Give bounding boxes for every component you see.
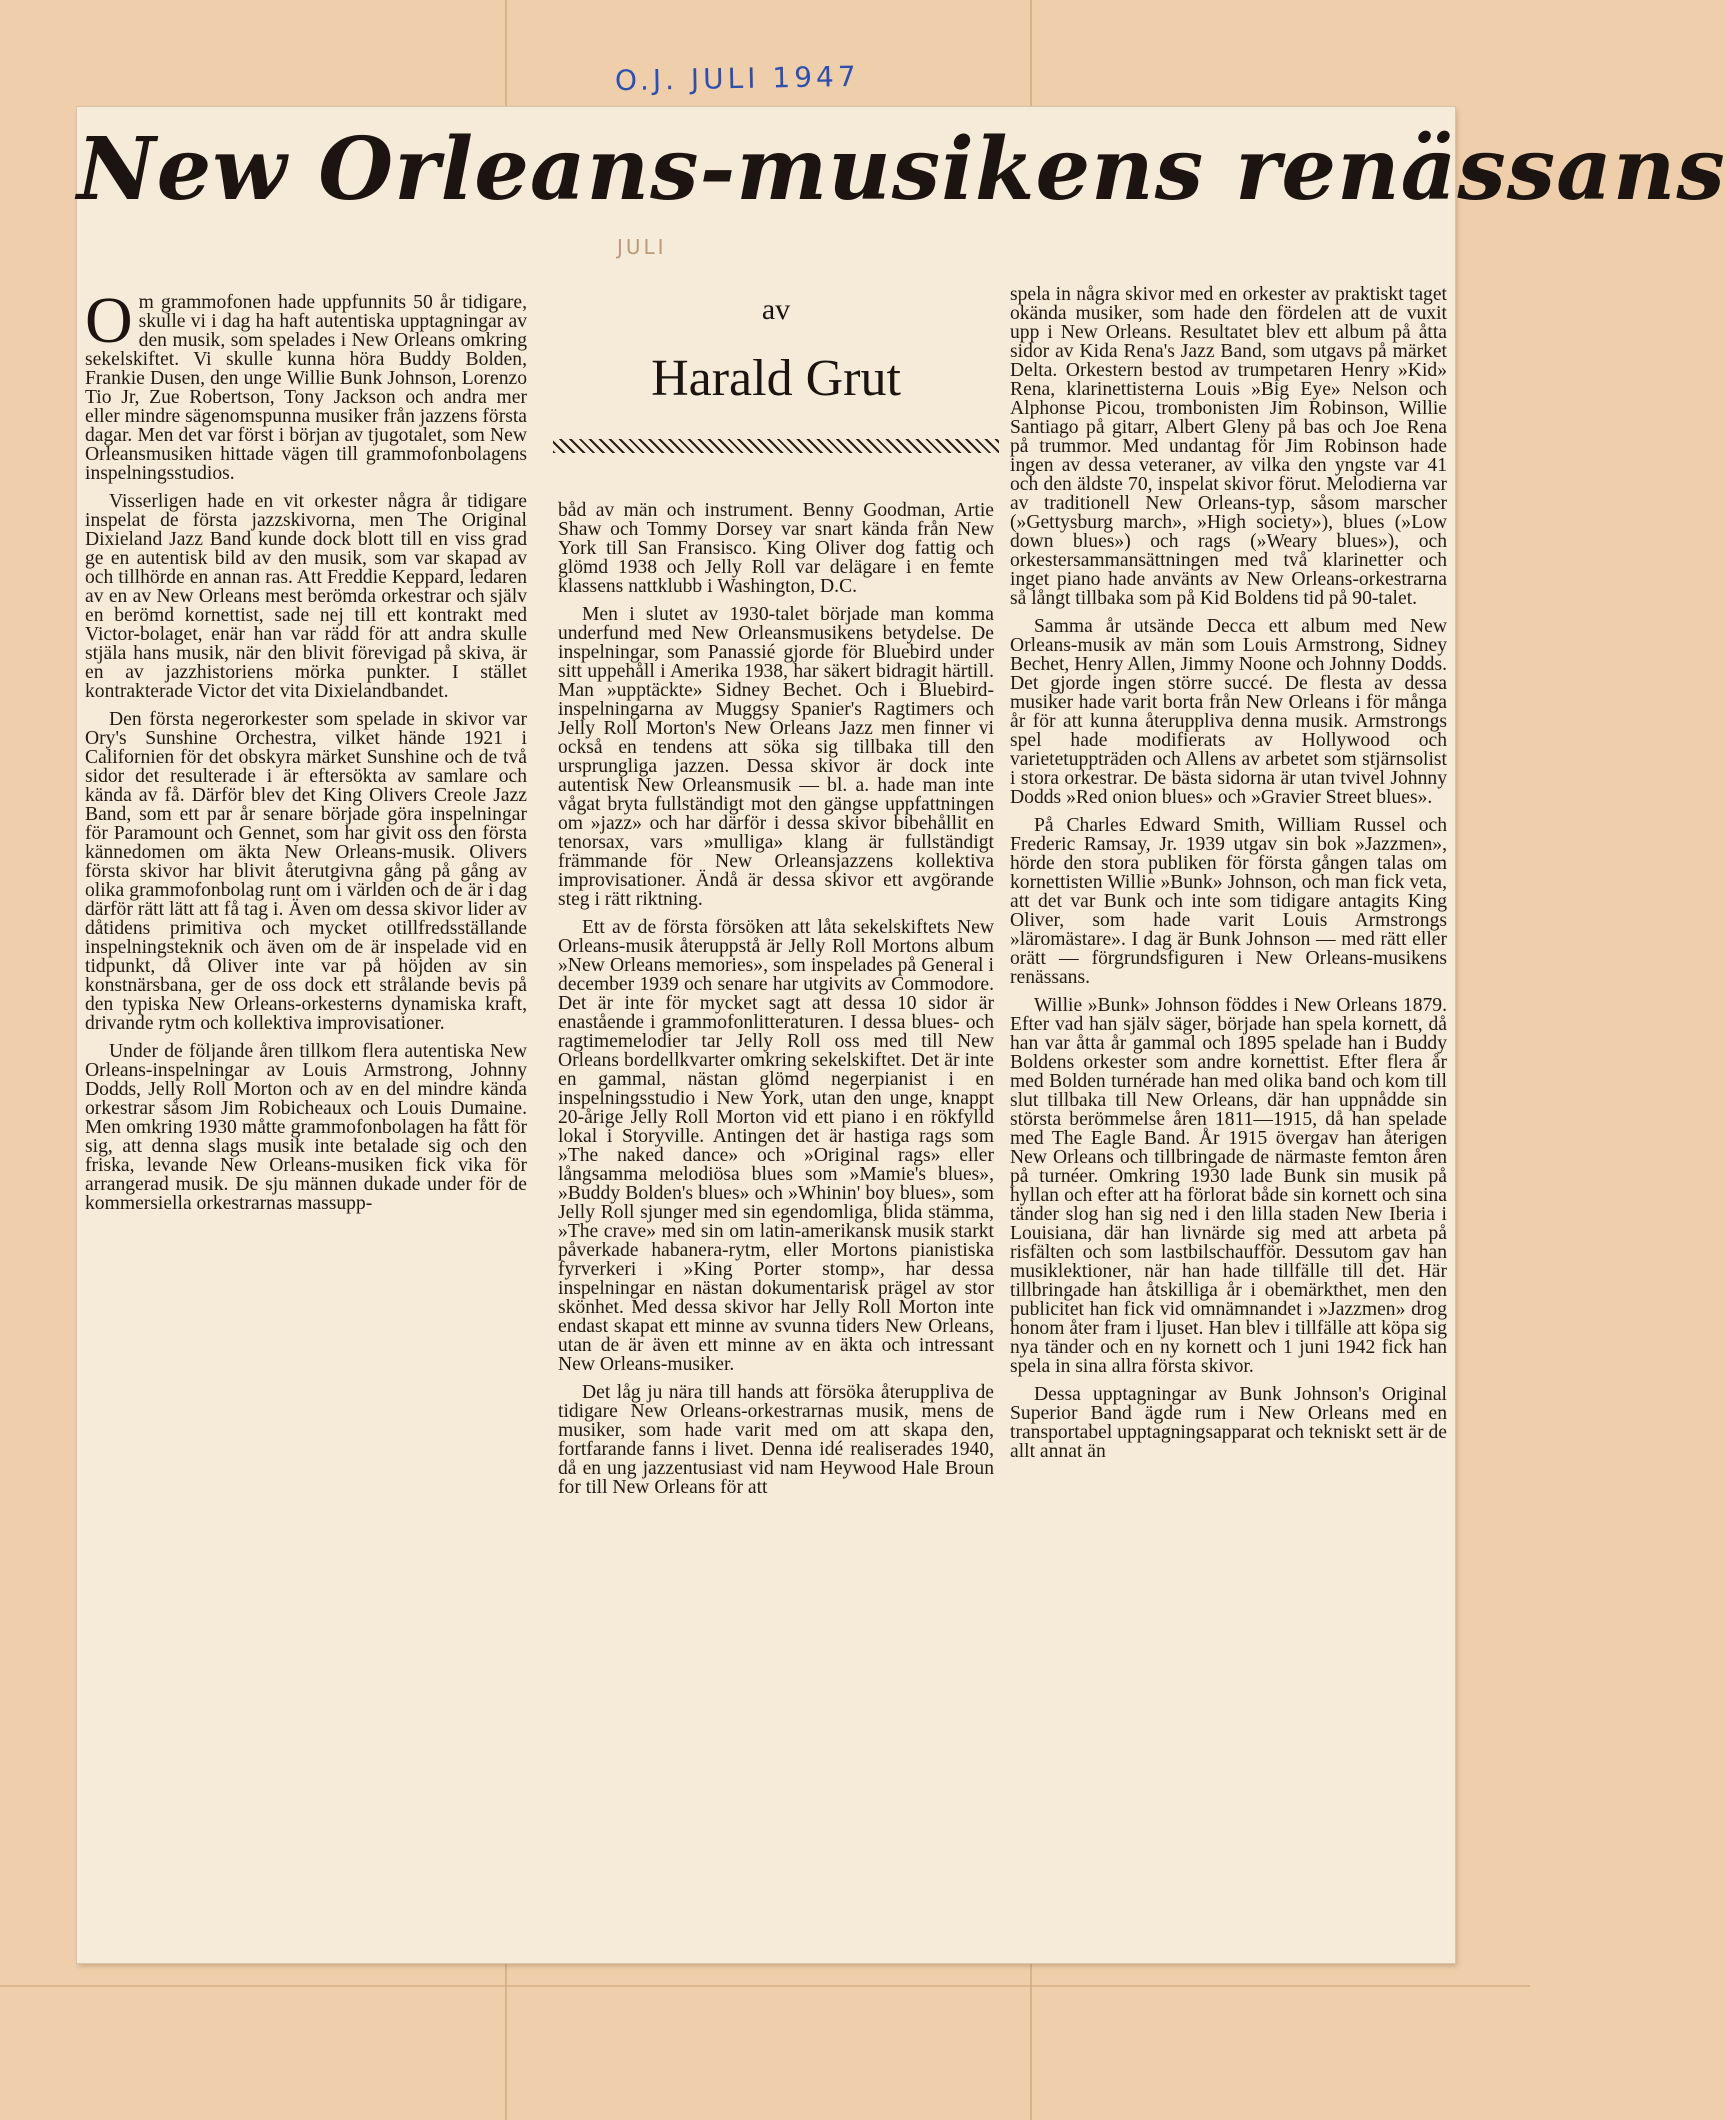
paragraph: Ett av de första försöken att låta sekelskiftets New Orleans-musik återuppstå är Jelly Roll Mortons album »New Orleans memories», som inspelades på General i december 1939 och senare har utgivits av Commodore. Det är inte för mycket sagt att dessa 10 sidor är enastående i grammofonlitteraturen. I dessa blues- och ragtimemelodier tar Jelly Roll oss med till New Orleans bordellkvarter omkring sekelskiftet. Det är inte en gammal, nästan glömd negerpianist i en inspelningsstudio i New York, utan den unge, knappt 20-årige Jelly Roll Morton vid ett piano i en rökfylld lokal i Storyville. Antingen det är hastiga rags som »The naked dance» och »Original rags» eller långsamma melodiösa blues som »Mamie's blues», »Buddy Bolden's blues» och »Whinin' boy blues», som Jelly Roll sjunger med sin egendomliga, blida stämma, »The crave» med sin om latin-amerikansk musik starkt påverkade habanera-rytm, eller Mortons pianistiska fyrverkeri i »King Porter stomp», har dessa inspelningar en nästan dokumentarisk prägel av stor skönhet. Med dessa skivor har Jelly Roll Morton inte endast skapat ett minne av svunna tiders New Orleans, utan de är även ett minne av en äkta och intressant New Orleans-musiker. xyxy=(558,917,994,1375)
paragraph: Den första negerorkester som spelade in skivor var Ory's Sunshine Orchestra, vilket hände 1921 i Californien för det obskyra märket Sunshine och de två sidor det resulterade i är eftersökta av samlare och kända av få. Därför blev det King Olivers Creole Jazz Band, som ett par år senare började göra inspelningar för Paramount och Gennet, som har givit oss den första kännedomen om äkta New Orleans-musik. Olivers första skivor har blivit återutgivna gång på gång av olika grammofonbolag runt om i världen och de är i dag därför rätt lätt att få tag i. Även om dessa skivor lider av dåtidens primitiva och mycket otillfredsställande inspelningsteknik och även om de är inspelade vid en tidpunkt, då Oliver inte var på höjden av sin konstnärsbana, ger de oss dock ett strålande bevis på den typiska New Orleans-orkesterns dynamiska kraft, drivande rytm och kollektiva improvisationer. xyxy=(85,709,527,1034)
background-fold-line xyxy=(0,1985,1530,1987)
paragraph xyxy=(85,284,527,484)
article-column-2 xyxy=(558,501,994,1506)
paragraph: Men i slutet av 1930-talet började man komma underfund med New Orleansmusikens betydelse. De inspelningar, som Panassié gjorde för Bluebird under sitt uppehåll i Amerika 1938, har säkert bidragit härtill. Man »upptäckte» Sidney Bechet. Och i Bluebird-inspelningarna av Muggsy Spanier's Ragtimers och Jelly Roll Morton's New Orleans Jazz men finner vi också en tendens att söka sig tillbaka till den ursprungliga jazzen. Dessa skivor är dock inte autentisk New Orleansmusik — bl. a. hade man inte vågat bryta fullständigt mot den gängse uppfattningen om »jazz» och har därför i dessa skivor bibehållit en tenorsax, vars »mulliga» klang är fullständigt främmande för New Orleansjazzens kollektiva improvisationer. Ändå är dessa skivor ett avgörande steg i rätt riktning. xyxy=(558,604,994,910)
article-column-3 xyxy=(1010,285,1447,1470)
faint-stamp: JULI xyxy=(617,235,667,259)
article-column-1 xyxy=(85,284,527,1222)
paragraph: På Charles Edward Smith, William Russel och Frederic Ramsay, Jr. 1939 utgav sin bok »Jazzmen», hörde den stora publiken för första gången talas om kornettisten Willie »Bunk» Johnson, och man fick veta, att det var Bunk och inte som tidigare antagits King Oliver, som hade varit Louis Armstrongs »läromästare». I dag är Bunk Johnson — med rätt eller orätt — förgrundsfiguren i New Orleans-musikens renässans. xyxy=(1010,815,1447,988)
paragraph: Det låg ju nära till hands att försöka återuppliva de tidigare New Orleans-orkestrarnas musik, mens de musiker, som hade varit med om att skapa den, fortfarande fanns i livet. Denna idé realiserades 1940, då en ung jazzentusiast vid nam Heywood Hale Broun for till New Orleans för att xyxy=(558,1382,994,1498)
handwritten-note: O.J. JULI 1947 xyxy=(614,59,860,98)
paragraph: Willie »Bunk» Johnson föddes i New Orleans 1879. Efter vad han själv säger, började han spela kornett, då han var åtta år gammal och 1895 spelade han i Buddy Boldens orkester som andre kornettist. Efter flera år med Bolden turnérade han med olika band och kom till slut tillbaka till New Orleans, där han uppnådde sin största berömmelse åren 1811—1915, då han spelade med The Eagle Band. År 1915 övergav han återigen New Orleans och tillbringade de närmaste femton åren på turnéer. Omkring 1930 lade Bunk sin musik på hyllan och efter att ha förlorat både sin kornett och sina tänder slog han sig ned i den lilla staden New Iberia i Louisiana, där han livnärde sig med att arbeta på risfälten och som lastbilschaufför. Dessutom gav han musiklektioner, när han hade tillfälle till det. Här tillbringade han åtskilliga år i obemärkthet, men den publicitet han fick vid omnämnandet i »Jazzmen» drog honom åter fram i ljuset. Han blev i tillfälle att köpa sig nya tänder och en ny kornett och 1 juni 1942 fick han spela in sina allra första skivor. xyxy=(1010,995,1447,1377)
paragraph: Under de följande åren tillkom flera autentiska New Orleans-inspelningar av Louis Armstrong, Johnny Dodds, Jelly Roll Morton och av en del mindre kända orkestrar såsom Jim Robicheaux och Louis Dumaine. Men omkring 1930 måtte grammofonbolagen ha fått för sig, att denna slags musik inte betalade sig och den friska, levande New Orleans-musiken fick vika för arrangerad musik. De sju männen dukade under för de kommersiella orkestrarnas massupp- xyxy=(85,1041,527,1214)
paragraph: Dessa upptagningar av Bunk Johnson's Original Superior Band ägde rum i New Orleans med en transportabel upptagningsapparat och tekniskt sett är de allt annat än xyxy=(1010,1384,1447,1462)
headline: New Orleans-musikens renässans xyxy=(77,119,1726,220)
newspaper-clipping xyxy=(77,107,1726,1963)
paragraph: Visserligen hade en vit orkester några år tidigare inspelat de första jazzskivorna, men The Original Dixieland Jazz Band kunde dock blott till en viss grad ge en autentisk bild av den musik, som var skapad av och tillhörde en annan ras. Att Freddie Keppard, ledaren av en av New Orleans mest berömda orkestrar och själv en berömd kornettist, sade nej till ett kontrakt med Victor-bolaget, enär han var rädd för att andra skulle stjäla hans musik, när den blivit förevigad på skiva, är en av jazzhistoriens mörka punkter. I stället kontrakterade Victor det vita Dixielandbandet. xyxy=(85,491,527,702)
byline-author: Harald Grut xyxy=(651,350,901,407)
drop-cap: O xyxy=(85,284,133,357)
decorative-divider xyxy=(553,439,999,453)
paragraph: båd av män och instrument. Benny Goodman, Artie Shaw och Tommy Dorsey var snart kända från New York till San Fransisco. King Oliver dog fattig och glömd 1938 och Jelly Roll var delägare i en femte klassens nattklubb i Washington, D.C. xyxy=(558,500,994,597)
byline-prefix: av xyxy=(761,293,791,326)
paragraph-text: m grammofonen hade uppfunnits 50 år tidigare, skulle vi i dag ha haft autentiska upptagningar av den musik, som spelades i New Orleans omkring sekelskiftet. Vi skulle kunna höra Buddy Bolden, Frankie Dusen, den unge Willie Bunk Johnson, Lorenzo Tio Jr, Zue Robertson, Tony Jackson och andra mer eller mindre sägenomspunna musiker från jazzens första dagar. Men det var först i början av tjugotalet, som New Orleansmusiken hittade vägen till grammofonbolagens inspelningsstudios. xyxy=(85,292,527,484)
paragraph: Samma år utsände Decca ett album med New Orleans-musik av män som Louis Armstrong, Sidney Bechet, Henry Allen, Jimmy Noone och Johnny Dodds. Det gjorde ingen större succé. De flesta av dessa musiker hade varit borta från New Orleans i för många år för att kunna återuppliva denna musik. Armstrongs spel hade modifierats av Hollywood och varietetuppträden och Allens av arbetet som stjärnsolist i stora orkestrar. De bästa sidorna är utan tvivel Johnny Dodds »Red onion blues» och »Gravier Street blues». xyxy=(1010,616,1447,808)
paragraph: spela in några skivor med en orkester av praktiskt taget okända musiker, som hade den fördelen att de vuxit upp i New Orleans. Resultatet blev ett album på åtta sidor av Kida Rena's Jazz Band, som utgavs på märket Delta. Orkestern bestod av trumpetaren Henry »Kid» Rena, klarinettisterna Louis »Big Eye» Nelson och Alphonse Picou, trombonisten Jim Robinson, Willie Santiago på gitarr, Albert Gleny på bas och Joe Rena på trummor. Med undantag för Jim Robinson hade ingen av dessa veteraner, av vilka den yngste var 41 och den äldste 70, inspelat skivor förut. Melodierna var av traditionell New Orleans-typ, såsom marscher (»Gettysburg march», »High society»), blues (»Low down blues») och rags (»Weary blues»), och orkestersammansättningen med två klarinetter och inget piano hade använts av New Orleans-orkestrarna så långt tillbaka som på Kid Boldens tid på 90-talet. xyxy=(1010,284,1447,609)
